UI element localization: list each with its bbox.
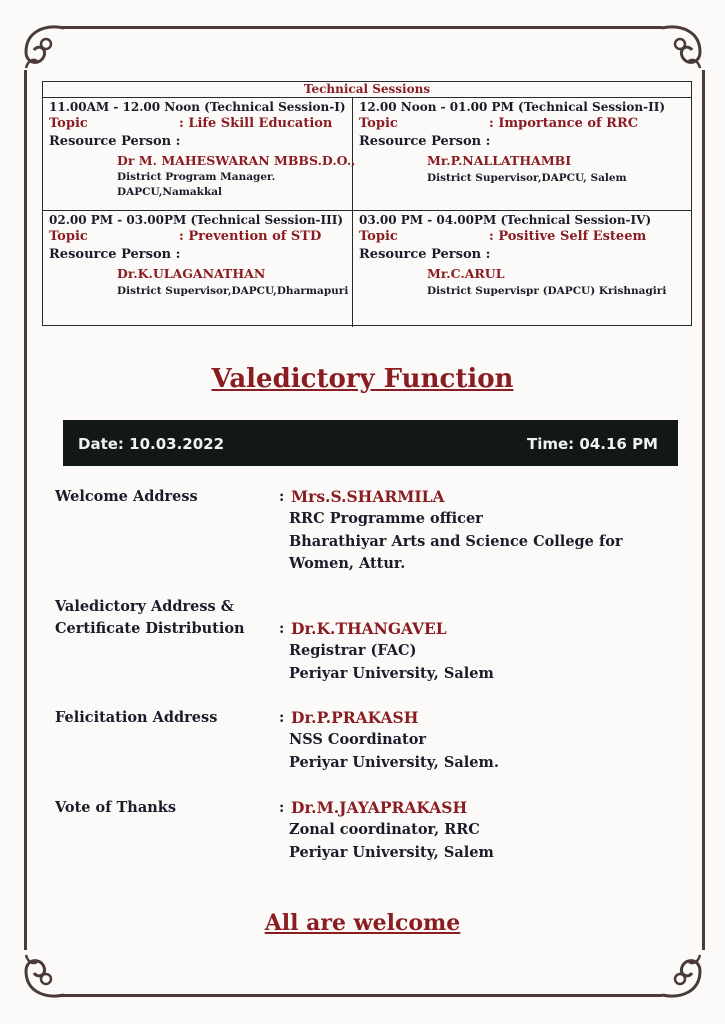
frame-bottom-line — [62, 994, 662, 997]
resource-person-name: Mr.C.ARUL — [427, 266, 505, 281]
scroll-ornament-icon — [16, 18, 76, 78]
closing-message: All are welcome — [264, 910, 461, 936]
frame-top-line — [62, 26, 662, 29]
session-topic — [49, 229, 346, 244]
felicitation-address-item — [55, 707, 695, 777]
item-label-line: Certificate Distribution — [55, 620, 245, 637]
resource-person-designation: DAPCU,Namakkal — [117, 186, 223, 198]
speaker-detail-line: Registrar (FAC) — [289, 642, 417, 659]
resource-person-label: Resource Person : — [49, 247, 181, 262]
resource-person-label: Resource Person : — [359, 247, 491, 262]
session-time: 02.00 PM - 03.00PM (Technical Session-III) — [49, 213, 344, 227]
speaker-name: Dr.M.JAYAPRAKASH — [291, 798, 468, 817]
speaker-detail-line: Periyar University, Salem — [289, 664, 494, 682]
valedictory-heading: Valedictory Function — [211, 364, 514, 394]
session-time: 03.00 PM - 04.00PM (Technical Session-IV) — [359, 213, 652, 227]
resource-person-designation: District Program Manager. — [117, 171, 276, 183]
vote-of-thanks-item — [55, 797, 695, 867]
frame-left-line — [24, 70, 27, 950]
topic-value: : Importance of RRC — [489, 116, 639, 131]
valedictory-address-item — [55, 596, 695, 686]
session-cell-1 — [43, 98, 356, 211]
session-cell-4 — [353, 211, 691, 327]
table-title: Technical Sessions — [43, 82, 691, 98]
resource-person-designation: District Supervisor,DAPCU,Dharmapuri — [117, 285, 349, 297]
speaker-details — [289, 729, 499, 774]
topic-label: Topic — [359, 116, 398, 131]
scroll-ornament-icon — [16, 945, 76, 1005]
speaker-detail-line: NSS Coordinator — [289, 731, 427, 748]
item-colon: : — [279, 709, 285, 726]
item-colon: : — [279, 488, 285, 505]
speaker-details — [289, 819, 494, 864]
session-topic — [49, 116, 346, 131]
resource-person-designation: District Supervispr (DAPCU) Krishnagiri — [427, 285, 667, 297]
session-cell-2 — [353, 98, 691, 211]
technical-sessions-table — [42, 81, 692, 326]
item-label: Welcome Address — [55, 488, 198, 505]
speaker-details — [289, 508, 623, 576]
speaker-details — [289, 640, 494, 685]
speaker-detail-line: Women, Attur. — [289, 555, 406, 572]
speaker-detail-line: Bharathiyar Arts and Science College for — [289, 532, 623, 550]
speaker-detail-line: RRC Programme officer — [289, 510, 483, 527]
resource-person-name: Mr.P.NALLATHAMBI — [427, 153, 572, 168]
resource-person-label: Resource Person : — [49, 134, 181, 149]
scroll-ornament-icon — [650, 18, 710, 78]
resource-person-name: Dr.K.ULAGANATHAN — [117, 266, 266, 281]
topic-value: : Positive Self Esteem — [489, 229, 647, 244]
resource-person-label: Resource Person : — [359, 134, 491, 149]
topic-value: : Life Skill Education — [179, 116, 333, 131]
scroll-ornament-icon — [650, 945, 710, 1005]
speaker-name: Mrs.S.SHARMILA — [291, 487, 445, 506]
topic-label: Topic — [359, 229, 398, 244]
resource-person-name: Dr M. MAHESWARAN MBBS.D.O., — [117, 153, 356, 168]
speaker-name: Dr.P.PRAKASH — [291, 708, 419, 727]
date-time-bar — [63, 420, 678, 466]
speaker-detail-line: Zonal coordinator, RRC — [289, 821, 480, 838]
speaker-detail-line: Periyar University, Salem. — [289, 753, 499, 771]
item-label: Felicitation Address — [55, 709, 218, 726]
item-label-line: Valedictory Address & — [55, 598, 234, 615]
session-topic — [359, 229, 685, 244]
welcome-address-item — [55, 486, 695, 576]
session-topic — [359, 116, 685, 131]
speaker-detail-line: Periyar University, Salem — [289, 843, 494, 861]
topic-value: : Prevention of STD — [179, 229, 322, 244]
topic-label: Topic — [49, 229, 88, 244]
frame-right-line — [702, 70, 705, 950]
event-time: Time: 04.16 PM — [527, 435, 658, 453]
item-label — [55, 596, 285, 640]
session-cell-3 — [43, 211, 353, 327]
session-time: 11.00AM - 12.00 Noon (Technical Session-I) — [49, 100, 346, 114]
event-date: Date: 10.03.2022 — [78, 435, 225, 453]
topic-label: Topic — [49, 116, 88, 131]
item-label: Vote of Thanks — [55, 799, 176, 816]
item-colon: : — [279, 799, 285, 816]
session-time: 12.00 Noon - 01.00 PM (Technical Session-II) — [359, 100, 666, 114]
resource-person-designation: District Supervisor,DAPCU, Salem — [427, 172, 627, 184]
speaker-name: Dr.K.THANGAVEL — [291, 619, 447, 638]
item-colon: : — [279, 620, 285, 637]
